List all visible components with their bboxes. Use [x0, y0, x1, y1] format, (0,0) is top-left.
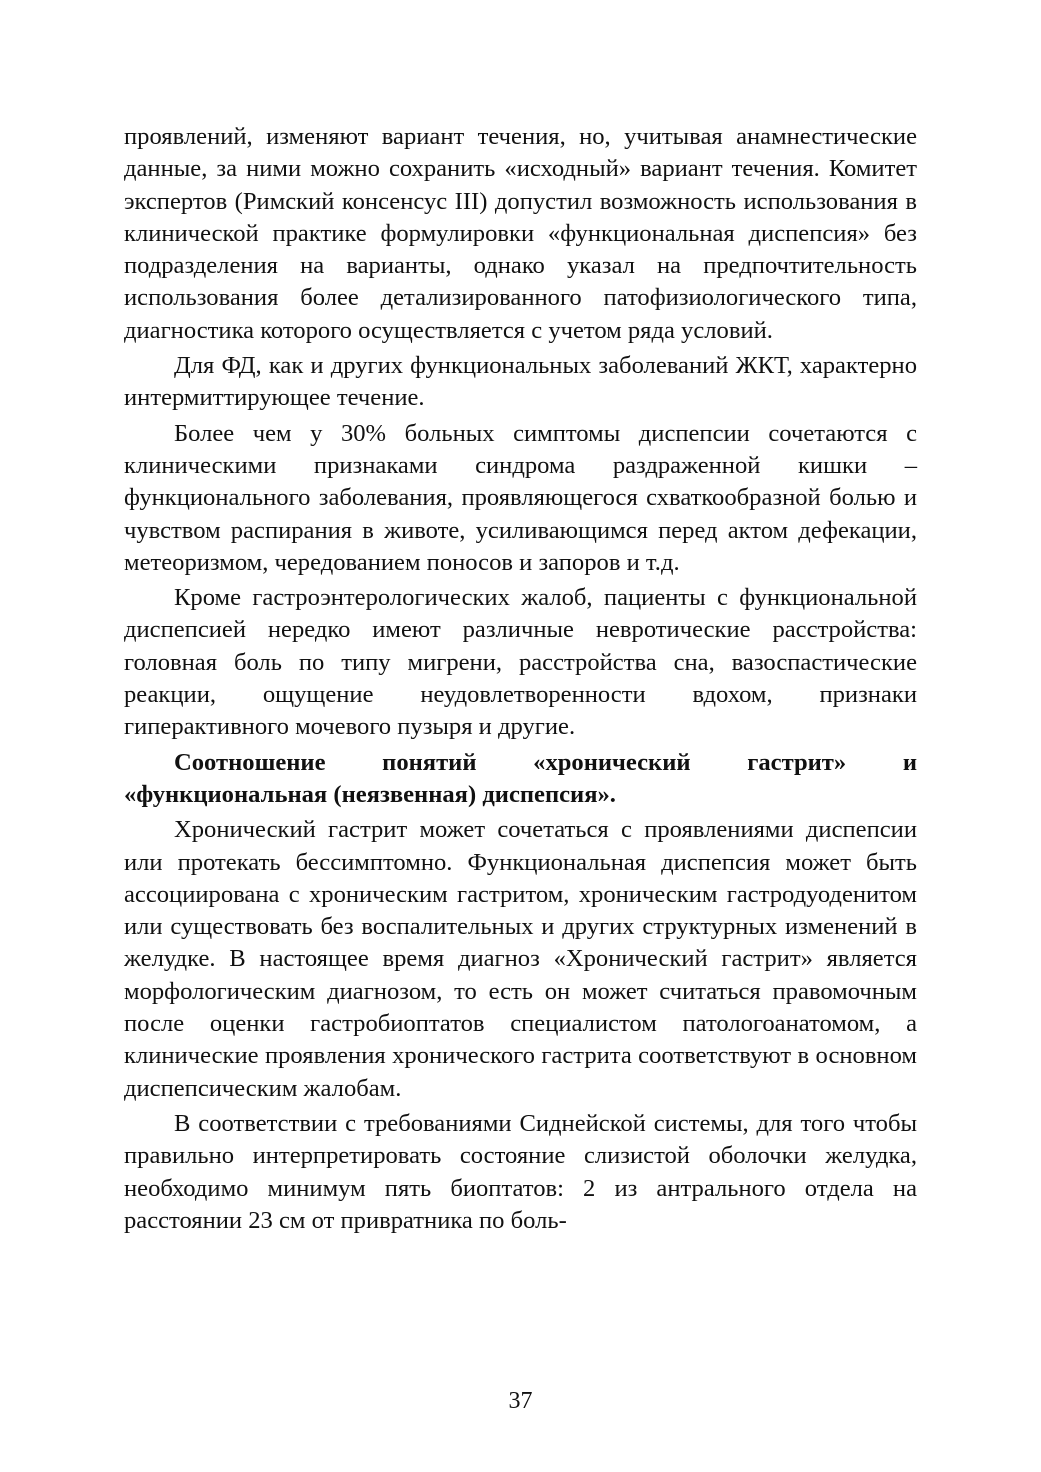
- section-heading: Соотношение понятий «хронический гастрит» и «функциональная (неязвенная) диспепсия».: [124, 748, 917, 808]
- paragraph-neurotic-disorders: Кроме гастроэнтерологических жалоб, пациенты с функциональной диспепсией нередко имеют различные невротические расстройства: головная боль по типу мигрени, расстройства сна, вазоспастические реакции, ощущение неудовлетворенности вдохом, признаки гиперактивного мочевого пузыря и другие.: [124, 584, 917, 741]
- page-body: [124, 121, 917, 1240]
- page-number: 37: [508, 1388, 533, 1414]
- paragraph-chronic-gastritis: Хронический гастрит может сочетаться с проявлениями диспепсии или протекать бессимптомно. Функциональная диспепсия может быть ассоциирована с хроническим гастритом, хроническим гастродуоденитом или существовать без воспалительных и других структурных изменений в желудке. В настоящее время диагноз «Хронический гастрит» является морфологическим диагнозом, то есть он может считаться правомочным после оценки гастробиоптатов специалистом патологоанатомом, а клинические проявления хронического гастрита соответствуют в основном диспепсическим жалобам.: [124, 816, 917, 1102]
- paragraph-variants-continuation: проявлений, изменяют вариант течения, но, учитывая анамнестические данные, за ними можно сохранить «исходный» вариант течения. Комитет экспертов (Римский консенсус III) допустил возможность использования в клинической практике формулировки «функциональная диспепсия» без подразделения на варианты, однако указал на предпочтительность использования более детализированного патофизиологического типа, диагностика которого осуществляется с учетом ряда условий.: [124, 123, 917, 344]
- paragraph-sydney-system: В соответствии с требованиями Сиднейской системы, для того чтобы правильно интерпретировать состояние слизистой оболочки желудка, необходимо минимум пять биоптатов: 2 из антрального отдела на расстоянии 23 см от привратника по боль-: [124, 1109, 917, 1234]
- paragraph-intermittent-course: Для ФД, как и других функциональных заболеваний ЖКТ, характерно интермиттирующее течение.: [124, 352, 917, 412]
- paragraph-ibs-overlap: Более чем у 30% больных симптомы диспепсии сочетаются с клиническими признаками синдрома раздраженной кишки – функционального заболевания, проявляющегося схваткообразной болью и чувством распирания в животе, усиливающимся перед актом дефекации, метеоризмом, чередованием поносов и запоров и т.д.: [124, 419, 917, 576]
